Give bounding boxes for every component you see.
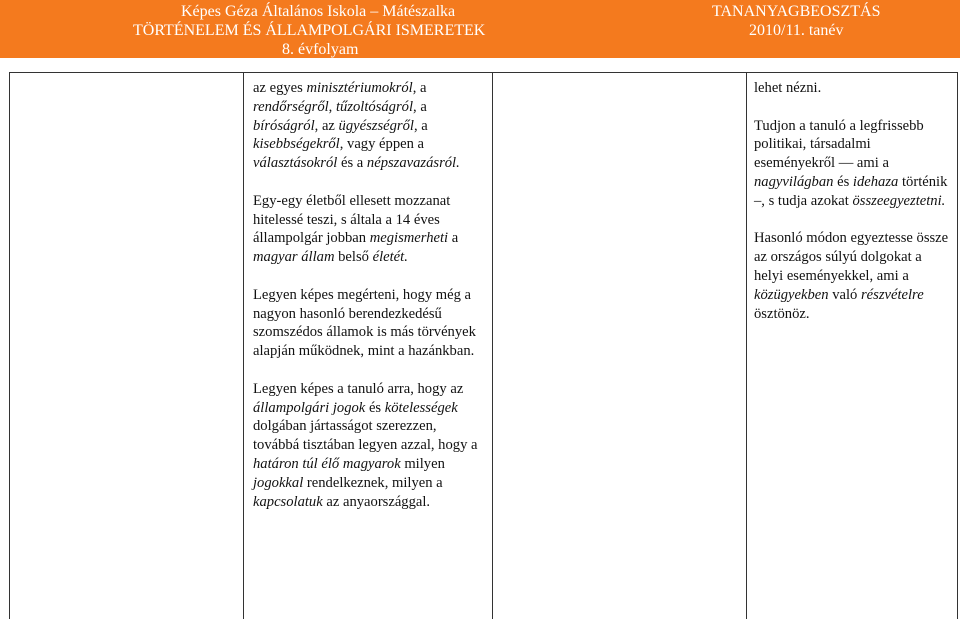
- emphasized-text: kisebbségekről: [253, 136, 340, 153]
- emphasized-text: nagyvilágban: [754, 173, 834, 190]
- emphasized-text: rendőrségről: [253, 98, 329, 115]
- text-paragraph: [253, 286, 485, 361]
- table-top-border: [9, 72, 957, 73]
- text-run: , vagy éppen a: [339, 136, 425, 153]
- emphasized-text: részvételre: [861, 286, 924, 303]
- text-run: rendelkeznek, milyen a: [303, 474, 443, 491]
- text-run: , a: [412, 80, 427, 96]
- text-paragraph: [253, 192, 485, 267]
- text-run: , a: [413, 98, 427, 115]
- text-run: dolgában jártasságot szerezzen, továbbá tisztában legyen azzal, hogy a: [253, 418, 478, 454]
- emphasized-text: tűzoltóságról: [335, 98, 414, 115]
- text-run: való: [828, 286, 861, 303]
- table-column-border: [243, 72, 244, 619]
- text-run: belső: [334, 249, 373, 266]
- emphasized-text: jogokkal: [253, 474, 304, 491]
- emphasized-text: minisztériumokról: [306, 80, 413, 96]
- text-run: és: [833, 173, 853, 190]
- emphasized-text: összeegyeztetni.: [852, 192, 946, 209]
- text-run: ,: [328, 98, 336, 115]
- text-run: Legyen képes megérteni, hogy még a nagyon hasonló berendezkedésű szomszédos államok is más törvények alapján működnek, mint a hazánkban.: [253, 286, 476, 360]
- emphasized-text: bíróságról: [253, 117, 315, 134]
- grade-label: 8. évfolyam: [282, 41, 359, 58]
- page-header: [0, 0, 960, 58]
- table-column-border: [9, 72, 10, 619]
- table-cell-outcomes: [754, 79, 954, 342]
- emphasized-text: megismerheti: [369, 230, 449, 247]
- text-run: Hasonló módon egyeztesse össze az országos súlyú dolgokat a helyi eseményekkel, ami a: [754, 230, 949, 284]
- emphasized-text: kapcsolatuk: [253, 493, 323, 510]
- subject-title: TÖRTÉNELEM ÉS ÁLLAMPOLGÁRI ISMERETEK: [133, 22, 486, 39]
- emphasized-text: népszavazásról.: [366, 155, 460, 172]
- text-run: az egyes: [253, 80, 307, 96]
- text-paragraph: [754, 229, 954, 323]
- emphasized-text: határon túl élő magyarok: [253, 455, 401, 472]
- text-run: és: [365, 399, 385, 416]
- text-paragraph: [754, 117, 954, 211]
- emphasized-text: közügyekben: [754, 286, 829, 303]
- emphasized-text: kötelességek: [384, 399, 458, 416]
- text-run: , a: [413, 117, 428, 134]
- table-cell-objectives: [253, 79, 485, 530]
- text-run: történik –, s tudja azokat: [754, 173, 948, 209]
- text-run: milyen: [400, 455, 445, 472]
- emphasized-text: magyar állam: [253, 249, 335, 266]
- table-column-border: [492, 72, 493, 619]
- text-paragraph: [754, 79, 954, 98]
- text-run: az anyaországgal.: [322, 493, 431, 510]
- text-run: lehet nézni.: [754, 80, 822, 96]
- school-year: 2010/11. tanév: [749, 22, 844, 39]
- text-run: Tudjon a tanuló a legfrissebb politikai, társadalmi eseményekről — ami a: [754, 117, 924, 172]
- emphasized-text: ügyészségről: [338, 117, 414, 134]
- emphasized-text: életét.: [372, 249, 408, 266]
- text-paragraph: [253, 79, 485, 173]
- table-column-border: [746, 72, 747, 619]
- table-column-border: [957, 72, 958, 619]
- text-paragraph: [253, 380, 485, 512]
- text-run: és a: [337, 155, 367, 172]
- text-run: Egy-egy életből ellesett mozzanat hitelessé teszi, s általa a 14 éves állampolgár jobban: [253, 192, 451, 247]
- document-title: TANANYAGBEOSZTÁS: [712, 3, 881, 20]
- emphasized-text: állampolgári jogok: [253, 399, 366, 416]
- text-run: Legyen képes a tanuló arra, hogy az: [253, 380, 464, 397]
- emphasized-text: idehaza: [852, 173, 899, 190]
- text-run: a: [448, 230, 459, 247]
- text-run: ösztönöz.: [754, 305, 810, 322]
- emphasized-text: választásokról: [253, 155, 338, 172]
- text-run: , az: [314, 117, 339, 134]
- school-name: Képes Géza Általános Iskola – Mátészalka: [181, 3, 456, 20]
